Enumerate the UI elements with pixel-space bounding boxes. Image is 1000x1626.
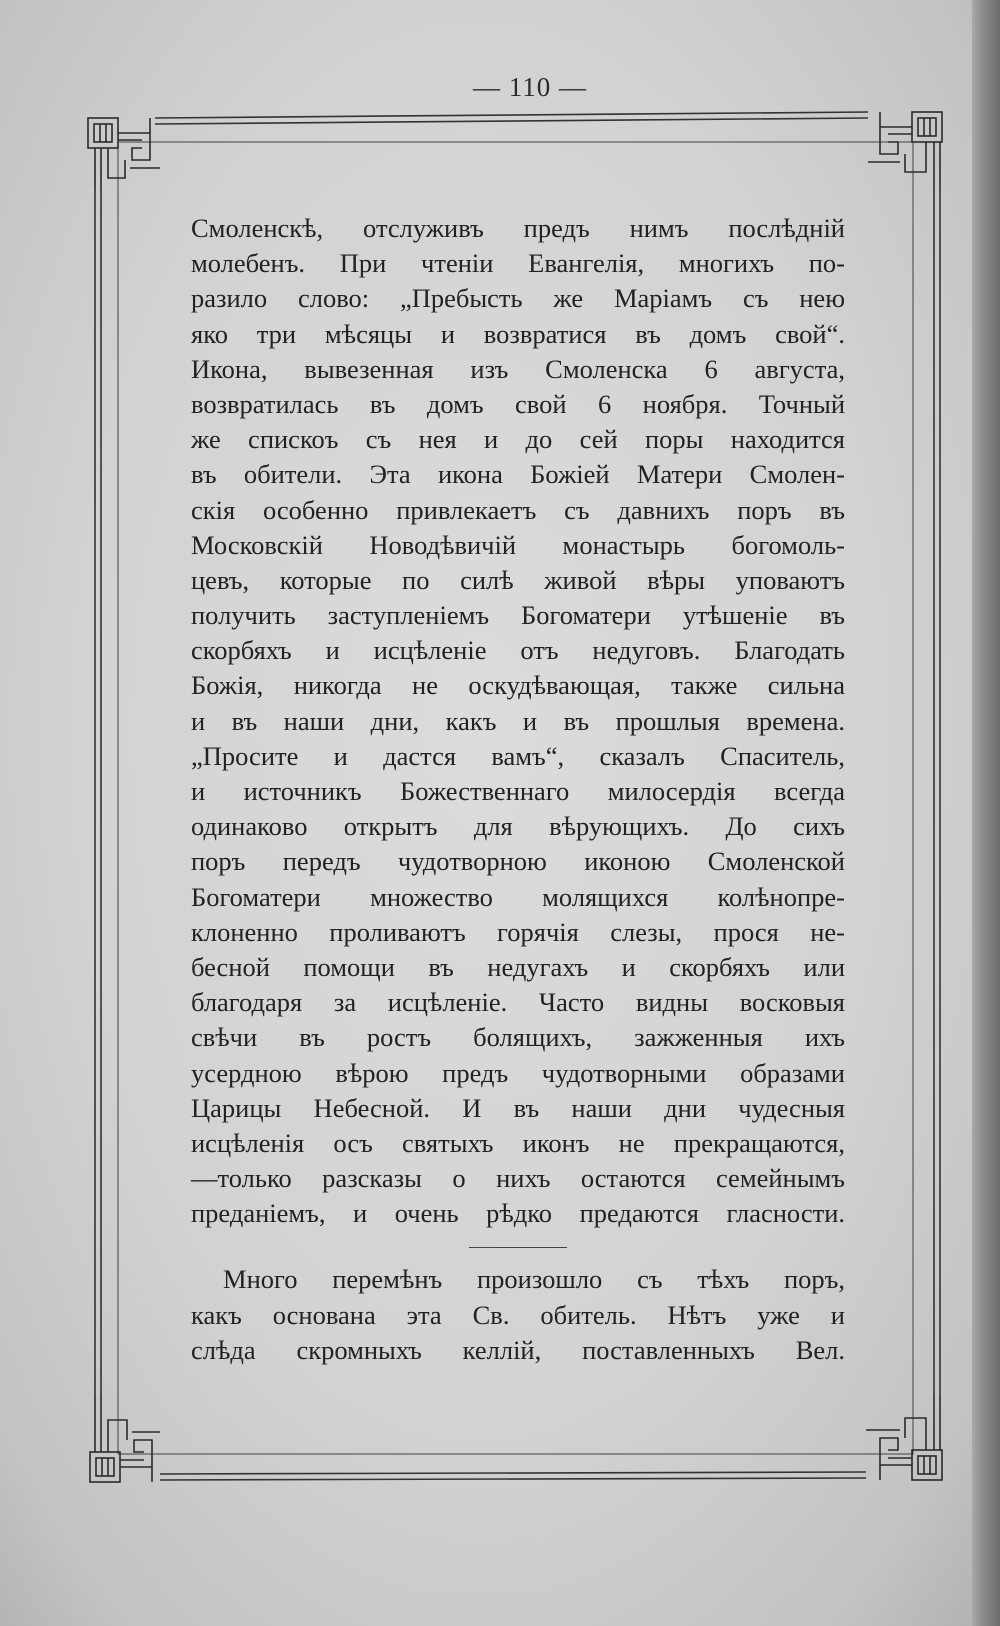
body-text (191, 211, 845, 1368)
corner-ornament-bottom-left (90, 1395, 160, 1482)
text-line: скія особенно привлекаетъ съ давнихъ поръ въ (191, 494, 845, 525)
text-line: получить заступленіемъ Богоматери утѣшеніе въ (191, 600, 845, 631)
text-line: яко три мѣсяцы и возвратися въ домъ свой“. (191, 318, 845, 349)
text-line: слѣда скромныхъ келлій, поставленныхъ Вел. (191, 1334, 845, 1365)
text-line: цевъ, которые по силѣ живой вѣры уповаютъ (191, 564, 845, 595)
text-line: и источникъ Божественнаго милосердія всегда (191, 776, 845, 806)
text-line: благодаря за исцѣленіе. Часто видны восковыя (191, 987, 845, 1018)
text-line: исцѣленія осъ святыхъ иконъ не прекращаются, (191, 1127, 845, 1158)
text-line: —только разсказы о нихъ остаются семейнымъ (191, 1163, 845, 1194)
text-line: бесной помощи въ недугахъ и скорбяхъ или (191, 951, 845, 982)
text-line: „Просите и дастся вамъ“, сказалъ Спаситель, (191, 740, 845, 771)
corner-ornament-top-right (868, 112, 942, 190)
text-line: какъ основана эта Св. обитель. Нѣтъ уже и (191, 1299, 845, 1330)
text-line: молебенъ. При чтеніи Евангелія, многихъ по- (191, 248, 845, 279)
text-line: усердною вѣрою предъ чудотворными образами (191, 1057, 845, 1088)
text-line: въ обители. Эта икона Божіей Матери Смолен- (191, 459, 845, 490)
text-line: преданіемъ, и очень рѣдко предаются гласности. (191, 1198, 845, 1229)
text-line: и въ наши дни, какъ и въ прошлыя времена. (191, 705, 845, 736)
section-separator (469, 1247, 567, 1248)
paragraph-2 (191, 1262, 845, 1368)
text-line: Смоленскѣ, отслуживъ предъ нимъ послѣдній (191, 213, 845, 243)
text-line: свѣчи въ ростъ болящихъ, зажженныя ихъ (191, 1022, 845, 1053)
text-line: Московскій Новодѣвичій монастырь богомоль- (191, 529, 845, 560)
text-line: возвратилась въ домъ свой 6 ноября. Точный (191, 388, 845, 419)
text-line: Икона, вывезенная изъ Смоленска 6 августа, (191, 353, 845, 384)
text-line: Много перемѣнъ произошло съ тѣхъ поръ, (223, 1264, 845, 1295)
text-line: разило слово: „Пребысть же Маріамъ съ нею (191, 283, 845, 314)
text-line: поръ передъ чудотворною иконою Смоленской (191, 846, 845, 877)
corner-ornament-bottom-right (866, 1395, 942, 1480)
page-number: — 110 — (473, 72, 587, 102)
text-line: клоненно проливаютъ горячія слезы, прося не- (191, 916, 845, 947)
paragraph-1 (191, 211, 845, 1231)
text-line: Царицы Небесной. И въ наши дни чудесныя (191, 1092, 845, 1123)
text-line: же спискоъ съ нея и до сей поры находится (191, 424, 845, 455)
text-line: одинаково открытъ для вѣрующихъ. До сихъ (191, 811, 845, 842)
text-line: Божія, никогда не оскудѣвающая, также сильна (191, 670, 845, 701)
text-line: Богоматери множество молящихся колѣнопре- (191, 881, 845, 912)
corner-ornament-top-left (88, 118, 160, 190)
text-line: скорбяхъ и исцѣленіе отъ недуговъ. Благодать (191, 635, 845, 666)
